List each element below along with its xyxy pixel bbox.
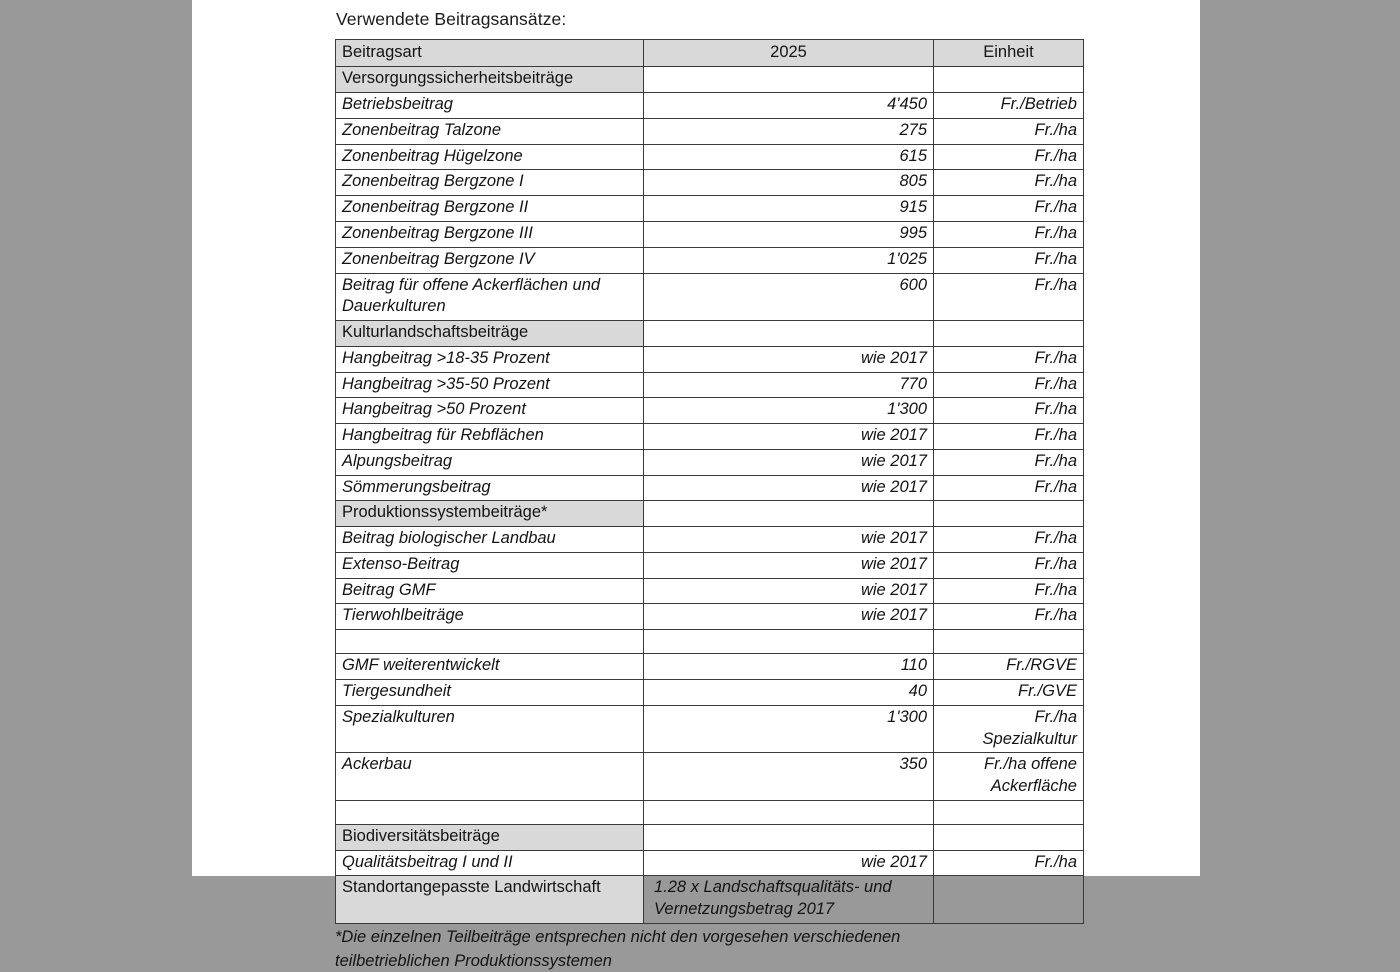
table-section-row xyxy=(336,824,1084,850)
footnote-line-2: teilbetrieblichen Produktionssystemen xyxy=(335,952,612,971)
row-unit: Fr./ha xyxy=(934,527,1084,553)
column-header-beitragsart: Beitragsart xyxy=(336,39,644,67)
row-value: 1'025 xyxy=(644,247,934,273)
row-name: Zonenbeitrag Bergzone IV xyxy=(336,247,644,273)
section-value xyxy=(644,67,934,93)
table-row xyxy=(336,449,1084,475)
table-row xyxy=(336,346,1084,372)
row-unit: Fr./ha xyxy=(934,221,1084,247)
row-name: Hangbeitrag für Rebflächen xyxy=(336,424,644,450)
section-value xyxy=(644,501,934,527)
table-row xyxy=(336,876,1084,924)
row-value: 275 xyxy=(644,118,934,144)
table-header-row xyxy=(336,39,1084,67)
table-row xyxy=(336,372,1084,398)
table-row xyxy=(336,424,1084,450)
row-value: 350 xyxy=(644,753,934,801)
row-unit: Fr./ha xyxy=(934,170,1084,196)
section-name: Kulturlandschaftsbeiträge xyxy=(336,321,644,347)
row-value: 615 xyxy=(644,144,934,170)
table-row xyxy=(336,398,1084,424)
row-name: Zonenbeitrag Talzone xyxy=(336,118,644,144)
empty-value xyxy=(644,800,934,824)
row-value: wie 2017 xyxy=(644,552,934,578)
table-empty-row xyxy=(336,630,1084,654)
row-value: wie 2017 xyxy=(644,578,934,604)
document-page xyxy=(192,0,1200,971)
row-unit: Fr./GVE xyxy=(934,680,1084,706)
empty-name xyxy=(336,630,644,654)
table-row xyxy=(336,196,1084,222)
table-body xyxy=(336,39,1084,923)
row-name: Betriebsbeitrag xyxy=(336,93,644,119)
row-name: Qualitätsbeitrag I und II xyxy=(336,850,644,876)
row-name: Hangbeitrag >50 Prozent xyxy=(336,398,644,424)
table-section-row xyxy=(336,321,1084,347)
row-unit: Fr./ha xyxy=(934,604,1084,630)
table-row xyxy=(336,93,1084,119)
table-row xyxy=(336,221,1084,247)
empty-name xyxy=(336,800,644,824)
row-name: Spezialkulturen xyxy=(336,705,644,753)
section-value xyxy=(644,321,934,347)
beitragsansaetze-table xyxy=(335,39,1084,924)
section-name: Versorgungssicherheitsbeiträge xyxy=(336,67,644,93)
section-unit xyxy=(934,67,1084,93)
row-name: Beitrag für offene Ackerflächen und Dauerkulturen xyxy=(336,273,644,321)
table-section-row xyxy=(336,67,1084,93)
table-row xyxy=(336,170,1084,196)
row-value: 915 xyxy=(644,196,934,222)
row-unit: Fr./ha xyxy=(934,247,1084,273)
table-row xyxy=(336,273,1084,321)
empty-value xyxy=(644,630,934,654)
row-value: 1'300 xyxy=(644,705,934,753)
row-name: GMF weiterentwickelt xyxy=(336,654,644,680)
row-name: Ackerbau xyxy=(336,753,644,801)
row-value: wie 2017 xyxy=(644,346,934,372)
table-row xyxy=(336,578,1084,604)
table-row xyxy=(336,850,1084,876)
row-name: Zonenbeitrag Bergzone I xyxy=(336,170,644,196)
column-header-einheit: Einheit xyxy=(934,39,1084,67)
row-unit: Fr./ha xyxy=(934,850,1084,876)
row-name: Extenso-Beitrag xyxy=(336,552,644,578)
row-unit: Fr./RGVE xyxy=(934,654,1084,680)
row-value: wie 2017 xyxy=(644,604,934,630)
row-unit: Fr./ha xyxy=(934,398,1084,424)
table-row xyxy=(336,654,1084,680)
row-name: Zonenbeitrag Bergzone III xyxy=(336,221,644,247)
row-unit: Fr./ha xyxy=(934,273,1084,321)
row-value: wie 2017 xyxy=(644,424,934,450)
row-unit: Fr./ha xyxy=(934,144,1084,170)
row-value: 1'300 xyxy=(644,398,934,424)
row-name: Beitrag biologischer Landbau xyxy=(336,527,644,553)
section-name: Biodiversitätsbeiträge xyxy=(336,824,644,850)
table-row xyxy=(336,527,1084,553)
row-unit: Fr./ha xyxy=(934,449,1084,475)
row-value: wie 2017 xyxy=(644,449,934,475)
empty-unit xyxy=(934,800,1084,824)
row-unit: Fr./ha offene Ackerfläche xyxy=(934,753,1084,801)
row-name: Beitrag GMF xyxy=(336,578,644,604)
table-row xyxy=(336,705,1084,753)
row-value: wie 2017 xyxy=(644,527,934,553)
row-value: 110 xyxy=(644,654,934,680)
section-unit xyxy=(934,321,1084,347)
section-value xyxy=(644,824,934,850)
row-name: Hangbeitrag >35-50 Prozent xyxy=(336,372,644,398)
row-unit: Fr./ha xyxy=(934,346,1084,372)
row-value: wie 2017 xyxy=(644,850,934,876)
row-name: Tierwohlbeiträge xyxy=(336,604,644,630)
row-unit: Fr./ha xyxy=(934,372,1084,398)
section-name: Produktionssystembeiträge* xyxy=(336,501,644,527)
document-content xyxy=(330,8,1090,972)
table-row xyxy=(336,604,1084,630)
row-value: 770 xyxy=(644,372,934,398)
table-row xyxy=(336,753,1084,801)
footnote-line-1: *Die einzelnen Teilbeiträge entsprechen nicht den vorgesehen verschiedenen xyxy=(335,927,901,946)
table-row xyxy=(336,118,1084,144)
row-name: Sömmerungsbeitrag xyxy=(336,475,644,501)
row-unit: Fr./ha xyxy=(934,552,1084,578)
section-unit xyxy=(934,824,1084,850)
row-unit: Fr./ha xyxy=(934,118,1084,144)
table-row xyxy=(336,247,1084,273)
table-row xyxy=(336,680,1084,706)
table-row xyxy=(336,552,1084,578)
row-name: Standortangepasste Landwirtschaft xyxy=(336,876,644,924)
table-row xyxy=(336,475,1084,501)
row-unit: Fr./ha xyxy=(934,475,1084,501)
row-name: Tiergesundheit xyxy=(336,680,644,706)
row-name: Zonenbeitrag Hügelzone xyxy=(336,144,644,170)
row-unit: Fr./ha Spezialkultur xyxy=(934,705,1084,753)
row-value: wie 2017 xyxy=(644,475,934,501)
row-unit: Fr./ha xyxy=(934,196,1084,222)
row-name: Alpungsbeitrag xyxy=(336,449,644,475)
column-header-year: 2025 xyxy=(644,39,934,67)
row-unit xyxy=(934,876,1084,924)
section-unit xyxy=(934,501,1084,527)
row-name: Zonenbeitrag Bergzone II xyxy=(336,196,644,222)
row-value: 805 xyxy=(644,170,934,196)
table-empty-row xyxy=(336,800,1084,824)
row-value: 995 xyxy=(644,221,934,247)
row-value: 1.28 x Landschaftsqualitäts- und Vernetzungsbetrag 2017 xyxy=(644,876,934,924)
page-title: Verwendete Beitragsansätze: xyxy=(336,9,567,29)
table-row xyxy=(336,144,1084,170)
row-value: 40 xyxy=(644,680,934,706)
row-unit: Fr./ha xyxy=(934,578,1084,604)
row-unit: Fr./ha xyxy=(934,424,1084,450)
row-name: Hangbeitrag >18-35 Prozent xyxy=(336,346,644,372)
row-value: 600 xyxy=(644,273,934,321)
row-value: 4'450 xyxy=(644,93,934,119)
row-unit: Fr./Betrieb xyxy=(934,93,1084,119)
empty-unit xyxy=(934,630,1084,654)
table-section-row xyxy=(336,501,1084,527)
